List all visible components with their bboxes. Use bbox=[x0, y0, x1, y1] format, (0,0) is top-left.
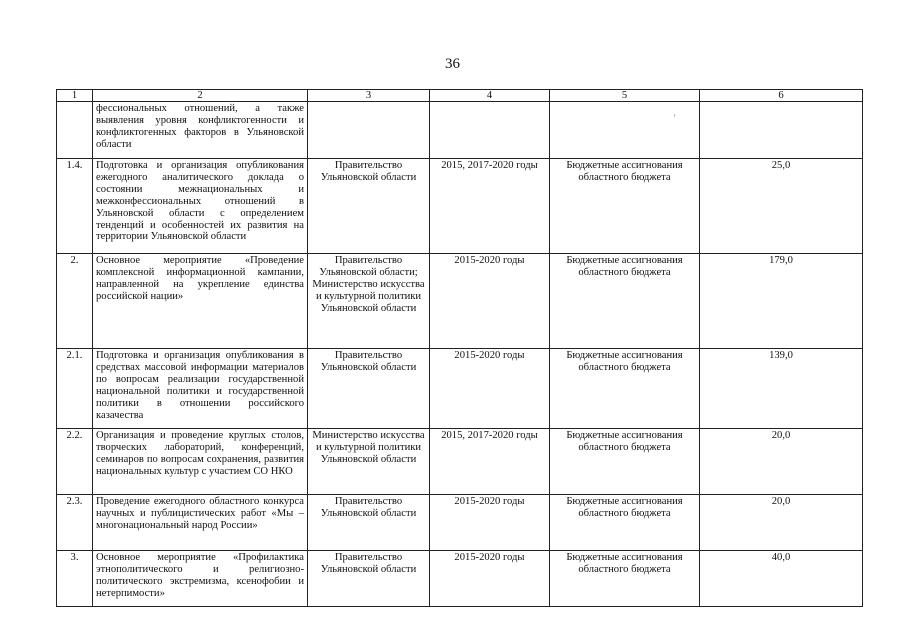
row-activity: Подготовка и организация опубликования ежегодного аналитического доклада о состоянии межнациональных и межконфессиональных отношений в Ульяновской области с определением тенденций и особенностей их развития на территории Ульяновской области bbox=[93, 159, 308, 254]
row-executor: Правительство Ульяновской области bbox=[308, 495, 430, 551]
continuation-amount bbox=[700, 102, 863, 159]
table-row bbox=[57, 159, 863, 254]
row-amount: 139,0 bbox=[700, 349, 863, 429]
row-amount: 20,0 bbox=[700, 429, 863, 495]
continuation-text: фессиональных отношений, а также выявления уровня конфликтогенности и конфликтогенных факторов в Ульяновской области bbox=[93, 102, 308, 159]
col-header-2: 2 bbox=[93, 90, 308, 102]
col-header-4: 4 bbox=[430, 90, 550, 102]
row-activity: Подготовка и организация опубликования в средствах массовой информации материалов по вопросам реализации государственной национальной политики и государственной политики в отношении российского казачества bbox=[93, 349, 308, 429]
table-row bbox=[57, 349, 863, 429]
row-executor: Правительство Ульяновской области bbox=[308, 349, 430, 429]
table-header bbox=[57, 90, 863, 102]
row-number: 2.3. bbox=[57, 495, 93, 551]
row-amount: 25,0 bbox=[700, 159, 863, 254]
continuation-years bbox=[430, 102, 550, 159]
row-activity: Основное мероприятие «Профилактика этнополитического и религиозно-политического экстремизма, ксенофобии и нетерпимости» bbox=[93, 551, 308, 607]
continuation-source bbox=[550, 102, 700, 159]
table-row bbox=[57, 551, 863, 607]
row-number: 1.4. bbox=[57, 159, 93, 254]
row-years: 2015-2020 годы bbox=[430, 349, 550, 429]
continuation-num bbox=[57, 102, 93, 159]
stray-mark: ' bbox=[674, 113, 676, 122]
row-number: 2.2. bbox=[57, 429, 93, 495]
row-number: 2. bbox=[57, 254, 93, 349]
row-funding-source: Бюджетные ассигнования областного бюджета bbox=[550, 254, 700, 349]
row-executor: Правительство Ульяновской области bbox=[308, 159, 430, 254]
table-row bbox=[57, 254, 863, 349]
row-funding-source: Бюджетные ассигнования областного бюджета bbox=[550, 429, 700, 495]
row-funding-source: Бюджетные ассигнования областного бюджета bbox=[550, 551, 700, 607]
row-executor: Министерство искусства и культурной политики Ульяновской области bbox=[308, 429, 430, 495]
row-funding-source: Бюджетные ассигнования областного бюджета bbox=[550, 349, 700, 429]
row-years: 2015, 2017-2020 годы bbox=[430, 159, 550, 254]
col-header-3: 3 bbox=[308, 90, 430, 102]
col-header-6: 6 bbox=[700, 90, 863, 102]
continuation-executor bbox=[308, 102, 430, 159]
row-executor: Правительство Ульяновской области bbox=[308, 551, 430, 607]
row-years: 2015-2020 годы bbox=[430, 551, 550, 607]
table-row bbox=[57, 495, 863, 551]
col-header-1: 1 bbox=[57, 90, 93, 102]
row-amount: 40,0 bbox=[700, 551, 863, 607]
continuation-row bbox=[57, 102, 863, 159]
row-years: 2015-2020 годы bbox=[430, 254, 550, 349]
row-executor: Правительство Ульяновской области; Министерство искусства и культурной политики Ульяновской области bbox=[308, 254, 430, 349]
table-row bbox=[57, 429, 863, 495]
row-years: 2015, 2017-2020 годы bbox=[430, 429, 550, 495]
row-activity: Проведение ежегодного областного конкурса научных и публицистических работ «Мы – многонациональный народ России» bbox=[93, 495, 308, 551]
row-activity: Основное мероприятие «Проведение комплексной информационной кампании, направленной на укрепление единства российской нации» bbox=[93, 254, 308, 349]
row-amount: 20,0 bbox=[700, 495, 863, 551]
row-funding-source: Бюджетные ассигнования областного бюджета bbox=[550, 495, 700, 551]
page-number: 36 bbox=[445, 56, 460, 72]
col-header-5: 5 bbox=[550, 90, 700, 102]
row-years: 2015-2020 годы bbox=[430, 495, 550, 551]
row-number: 2.1. bbox=[57, 349, 93, 429]
header-row bbox=[57, 90, 863, 102]
program-table bbox=[56, 89, 863, 607]
row-number: 3. bbox=[57, 551, 93, 607]
row-funding-source: Бюджетные ассигнования областного бюджета bbox=[550, 159, 700, 254]
row-amount: 179,0 bbox=[700, 254, 863, 349]
row-activity: Организация и проведение круглых столов, творческих лабораторий, конференций, семинаров по вопросам сохранения, развития национальных культур с участием СО НКО bbox=[93, 429, 308, 495]
